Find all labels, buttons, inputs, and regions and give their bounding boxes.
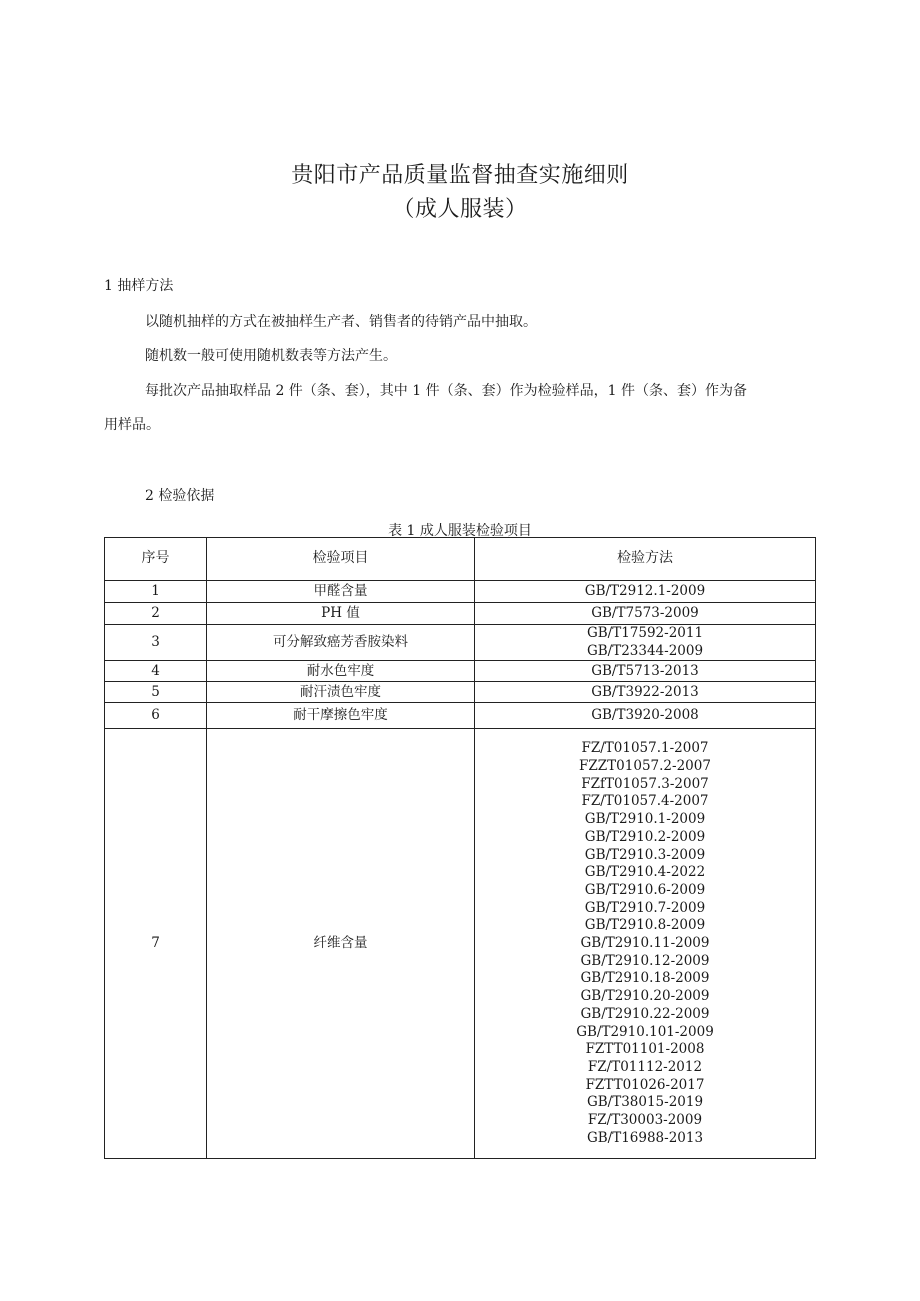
section1-para3-line2: 用样品。 <box>104 417 160 433</box>
table-header-row <box>105 538 816 581</box>
method-standard: GB/T16988-2013 <box>586 1129 704 1146</box>
row-number: 4 <box>105 661 207 682</box>
table-row <box>105 682 816 703</box>
row-number: 3 <box>105 625 207 661</box>
method-standard: GB/T2910.3-2009 <box>584 846 706 863</box>
method-standard: FZZT01057.2-2007 <box>579 758 711 775</box>
row-item: 可分解致癌芳香胺染料 <box>207 625 475 661</box>
method-standard: GB/T2910.2-2009 <box>584 828 706 845</box>
section1-para2: 随机数一般可使用随机数表等方法产生。 <box>145 348 397 364</box>
method-standard: GB/T7573-2009 <box>591 604 699 621</box>
row-methods <box>475 703 816 729</box>
row-number: 1 <box>105 581 207 603</box>
table-caption: 表 1 成人服装检验项目 <box>388 523 532 539</box>
row-number: 7 <box>105 729 207 1159</box>
method-standard: GB/T3920-2008 <box>591 707 699 724</box>
row-item: 纤维含量 <box>207 729 475 1159</box>
method-standard: FZfT01057.3-2007 <box>581 775 709 792</box>
method-standard: GB/T2910.22-2009 <box>580 1005 710 1022</box>
document-title: 贵阳市产品质量监督抽查实施细则 <box>291 163 629 188</box>
method-standard: FZ/T01057.4-2007 <box>581 793 709 810</box>
method-standard: FZ/T01112-2012 <box>587 1058 703 1075</box>
table-row <box>105 581 816 603</box>
document-subtitle: （成人服装） <box>392 197 528 222</box>
row-item: 耐汗渍色牢度 <box>207 682 475 703</box>
table-row <box>105 729 816 1159</box>
inspection-table <box>104 537 816 1159</box>
method-standard: GB/T2910.12-2009 <box>580 952 710 969</box>
row-item: PH 值 <box>207 603 475 625</box>
row-methods <box>475 625 816 661</box>
header-item: 检验项目 <box>207 538 475 581</box>
method-standard: GB/T3922-2013 <box>591 683 699 700</box>
table-row <box>105 661 816 682</box>
method-standard: FZTT01101-2008 <box>585 1041 705 1058</box>
method-standard: GB/T38015-2019 <box>586 1094 704 1111</box>
row-item: 耐干摩擦色牢度 <box>207 703 475 729</box>
method-standard: GB/T2910.101-2009 <box>576 1023 714 1040</box>
method-standard: GB/T2910.8-2009 <box>584 917 706 934</box>
header-method: 检验方法 <box>475 538 816 581</box>
row-methods <box>475 603 816 625</box>
method-standard: FZTT01026-2017 <box>585 1076 705 1093</box>
table-row <box>105 625 816 661</box>
header-no: 序号 <box>105 538 207 581</box>
section1-para3-line1: 每批次产品抽取样品 2 件（条、套），其中 1 件（条、套）作为检验样品，1 件（条、套）作为备 <box>145 383 747 399</box>
method-standard: GB/T17592-2011 <box>586 625 704 641</box>
row-number: 2 <box>105 603 207 625</box>
section1-para1: 以随机抽样的方式在被抽样生产者、销售者的待销产品中抽取。 <box>145 314 537 330</box>
method-standard: GB/T5713-2013 <box>591 662 699 679</box>
method-standard: GB/T2910.1-2009 <box>584 811 706 828</box>
table-row <box>105 603 816 625</box>
row-methods <box>475 661 816 682</box>
method-standard: FZ/T01057.1-2007 <box>581 740 709 757</box>
row-methods <box>475 581 816 603</box>
method-standard: GB/T2910.4-2022 <box>584 864 706 881</box>
row-number: 5 <box>105 682 207 703</box>
method-standard: FZ/T30003-2009 <box>587 1112 703 1129</box>
method-standard: GB/T2910.11-2009 <box>580 935 710 952</box>
method-standard: GB/T2910.18-2009 <box>580 970 710 987</box>
table-row <box>105 703 816 729</box>
section2-heading: 2 检验依据 <box>145 488 215 504</box>
row-methods <box>475 682 816 703</box>
method-standard: GB/T2910.6-2009 <box>584 881 706 898</box>
method-standard: GB/T2910.7-2009 <box>584 899 706 916</box>
row-item: 甲醛含量 <box>207 581 475 603</box>
section1-heading: 1 抽样方法 <box>104 278 174 294</box>
row-item: 耐水色牢度 <box>207 661 475 682</box>
method-standard: GB/T2910.20-2009 <box>580 988 710 1005</box>
row-methods <box>475 729 816 1159</box>
method-standard: GB/T23344-2009 <box>586 642 704 659</box>
method-standard: GB/T2912.1-2009 <box>584 582 706 599</box>
row-number: 6 <box>105 703 207 729</box>
